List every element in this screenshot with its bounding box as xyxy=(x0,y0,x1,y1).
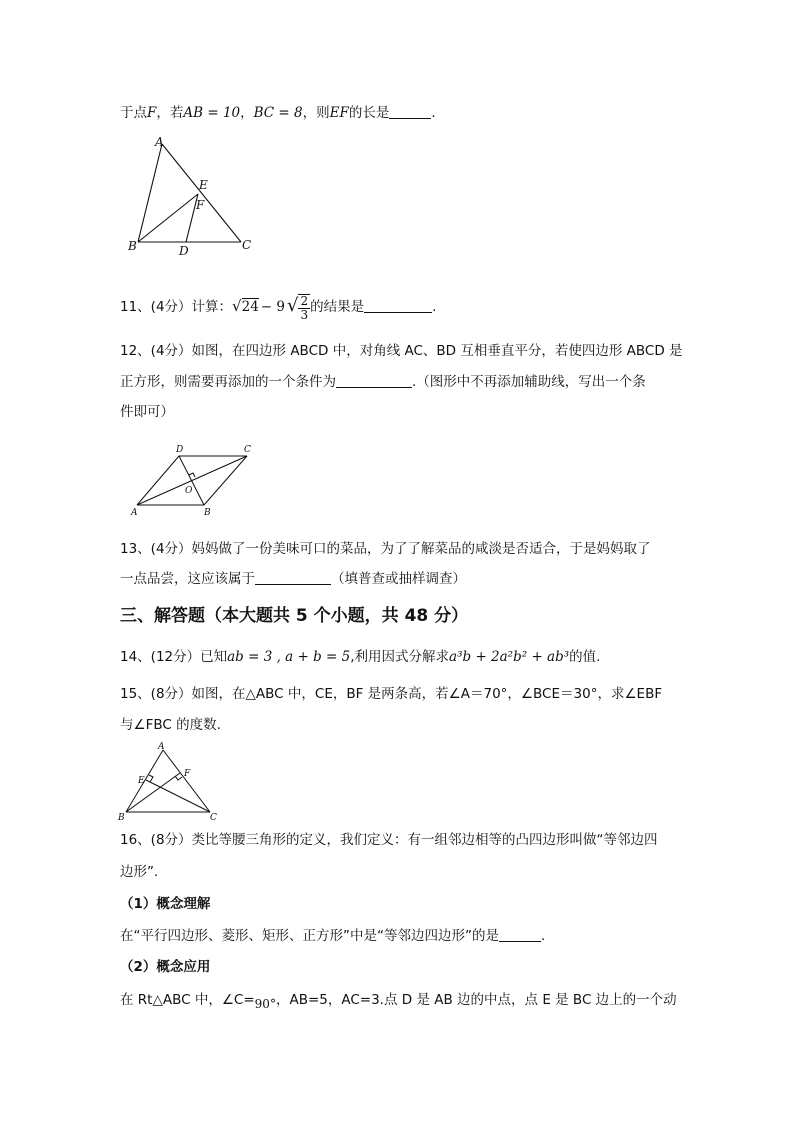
q13-line-1: 13、(4分）妈妈做了一份美味可口的菜品，为了了解菜品的咸淡是否适合，于是妈妈取了 xyxy=(120,541,651,557)
sqrt-24: √24 xyxy=(232,297,259,315)
point-label-a: A xyxy=(131,508,138,518)
sqrt-fraction: √ $\frac{2}{3}$ xyxy=(287,293,309,322)
point-label-d: D xyxy=(179,244,189,258)
answer-blank xyxy=(389,104,431,119)
segment-be xyxy=(138,194,198,242)
q16-line-1: 16、(8分）类比等腰三角形的定义，我们定义：有一组邻边相等的凸四边形叫做“等邻边四 xyxy=(120,832,658,848)
point-label-o: O xyxy=(185,486,193,496)
segment-ac xyxy=(163,750,210,812)
right-angle-mark-e xyxy=(149,775,153,782)
segment-ac xyxy=(162,144,241,242)
q12-line-1: 12、(4分）如图，在四边形 ABCD 中，对角线 AC、BD 互相垂直平分，若使四边形 ABCD 是 xyxy=(120,343,683,359)
diagonal-bd xyxy=(179,456,204,505)
q11-text: 11、(4分）计算：√24 − 9 √ $\frac{2}{3}$ 的结果是 . xyxy=(120,293,437,322)
q10-triangle-figure xyxy=(118,134,268,259)
q12-parallelogram-figure xyxy=(127,442,267,522)
q12-line-3: 件即可） xyxy=(120,404,174,420)
q16-part2-text: 在 Rt△ABC 中，∠C=90°，AB=5，AC=3.点 D 是 AB 边的中点，点 E 是 BC 边上的一个动 xyxy=(120,992,677,1011)
q13-line-2: 一点品尝，这应该属于 （填普查或抽样调查） xyxy=(120,571,466,587)
point-label-b: B xyxy=(204,508,211,518)
segment-ad xyxy=(137,456,179,505)
point-label-b: B xyxy=(128,239,137,253)
point-label-c: C xyxy=(242,238,252,252)
q12-line-2: 正方形，则需要再添加的一个条件为 .（图形中不再添加辅助线，写出一个条 xyxy=(120,374,646,390)
point-label-a: A xyxy=(155,135,164,149)
answer-blank xyxy=(336,373,412,388)
point-label-b: B xyxy=(118,813,125,823)
q16-part1-text: 在“平行四边形、菱形、矩形、正方形”中是“等邻边四边形”的是 . xyxy=(120,928,546,944)
q10-text: 于点F，若AB = 10，BC = 8，则EF的长是 . xyxy=(120,105,436,121)
point-label-e: E xyxy=(199,178,208,192)
point-label-c: C xyxy=(244,445,251,455)
section-heading: 三、解答题（本大题共 5 个小题，共 48 分） xyxy=(120,606,469,626)
answer-blank xyxy=(364,298,432,313)
q16-part2-heading: （2）概念应用 xyxy=(120,959,211,975)
answer-blank xyxy=(499,927,541,942)
segment-cb xyxy=(204,456,247,505)
altitude-ce xyxy=(146,780,210,812)
point-label-f: F xyxy=(196,198,205,212)
point-label-f: F xyxy=(184,769,191,779)
point-label-d: D xyxy=(176,445,184,455)
point-label-e: E xyxy=(138,776,145,786)
segment-ab xyxy=(138,144,162,242)
q15-triangle-figure xyxy=(118,740,228,825)
q14-text: 14、(12分）已知ab = 3 , a + b = 5,利用因式分解求a³b + 2a²b² + ab³的值. xyxy=(120,649,601,665)
point-label-c: C xyxy=(210,813,217,823)
right-angle-mark-f xyxy=(175,776,182,780)
point-label-a: A xyxy=(158,742,165,752)
q15-line-1: 15、(8分）如图，在△ABC 中，CE，BF 是两条高，若∠A＝70°，∠BCE＝30°，求∠EBF xyxy=(120,686,663,702)
q16-part1-heading: （1）概念理解 xyxy=(120,896,211,912)
q15-line-2: 与∠FBC 的度数. xyxy=(120,717,221,733)
answer-blank xyxy=(255,570,331,585)
q16-line-2: 边形”. xyxy=(120,864,159,880)
